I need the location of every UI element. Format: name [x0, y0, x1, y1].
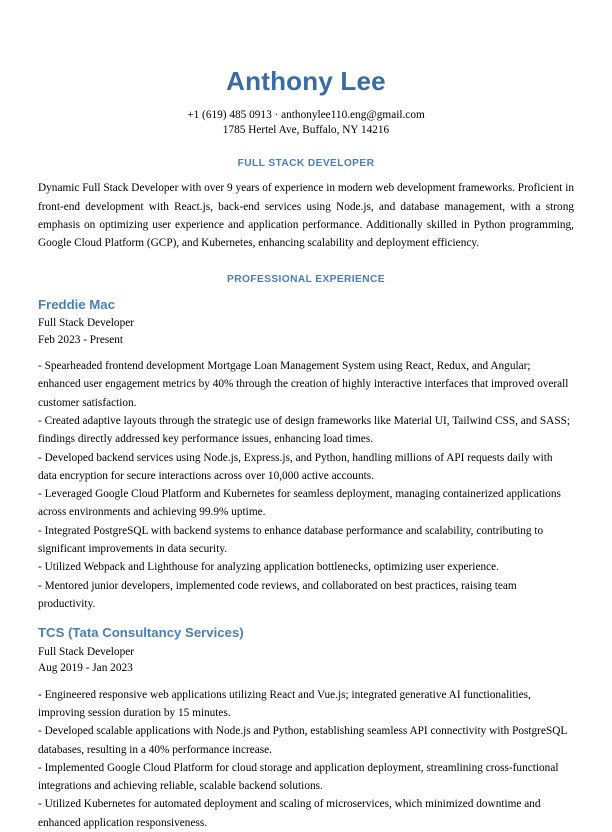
job-bullet: - Integrated PostgreSQL with backend systems to enhance database performance and scalability, contributing to significant improvements in data security. [38, 524, 544, 556]
job-bullet: - Utilized Kubernetes for automated deployment and scaling of microservices, which minimized downtime and enhanced application responsiveness. [38, 798, 541, 829]
job-bullet: - Developed scalable applications with Node.js and Python, establishing seamless API connectivity with PostgreSQL databases, resulting in a 40% performance increase. [38, 725, 567, 756]
job-bullet-list [38, 348, 574, 613]
job-bullet: - Engineered responsive web applications utilizing React and Vue.js; integrated generative AI functionalities, improving session duration by 15 minutes. [38, 688, 531, 719]
experience-entry [38, 613, 574, 832]
job-bullet: - Spearheaded frontend development Mortgage Loan Management System using React, Redux, and Angular; enhanced user engagement metrics by 40% through the creation of highly interactive interfaces that improved overall customer satisfaction. [38, 360, 569, 409]
experience-entry [38, 285, 574, 614]
contact-phone-email: +1 (619) 485 0913 · anthonylee110.eng@gmail.com [187, 108, 425, 121]
job-bullet: - Developed backend services using Node.js, Express.js, and Python, handling millions of API requests daily with data encryption for secure interactions across over 10,000 active accounts. [38, 451, 553, 482]
job-dates: Aug 2019 - Jan 2023 [38, 662, 133, 675]
company-name: Freddie Mac [38, 296, 115, 312]
company-name: TCS (Tata Consultancy Services) [38, 625, 244, 641]
job-dates: Feb 2023 - Present [38, 333, 124, 346]
job-bullet: - Mentored junior developers, implemented code reviews, and collaborated on best practices, raising team productivity. [38, 579, 517, 610]
job-title: Full Stack Developer [38, 317, 135, 330]
job-bullet-list [38, 677, 574, 832]
job-title: Full Stack Developer [38, 646, 135, 659]
candidate-name: Anthony Lee [226, 66, 386, 96]
job-bullet: - Created adaptive layouts through the strategic use of design frameworks like Material UI, Tailwind CSS, and SASS; findings directly addressed key performance issues, enhancing load times. [38, 414, 571, 446]
job-bullet: - Implemented Google Cloud Platform for cloud storage and application deployment, streamlining cross-functional integrations and achieving reliable, scalable backend solutions. [38, 761, 559, 793]
job-bullet: - Leveraged Google Cloud Platform and Kubernetes for seamless deployment, managing containerized applications across environments and achieving 99.9% uptime. [38, 488, 561, 519]
job-bullet: - Utilized Webpack and Lighthouse for analyzing application bottlenecks, optimizing user experience. [38, 561, 499, 574]
section-heading-experience: PROFESSIONAL EXPERIENCE [227, 273, 385, 285]
summary-paragraph: Dynamic Full Stack Developer with over 9 years of experience in modern web development frameworks. Proficient in front-end development with React.js, back-end services using Node.js, and database management, with a strong emphasis on optimizing user experience and application performance. Additionally skilled in Python programming, Google Cloud Platform (GCP), and Kubernetes, enhancing scalability and deployment efficiency. [38, 182, 574, 250]
section-heading-summary: FULL STACK DEVELOPER [237, 158, 375, 170]
contact-address: 1785 Hertel Ave, Buffalo, NY 14216 [222, 124, 390, 137]
